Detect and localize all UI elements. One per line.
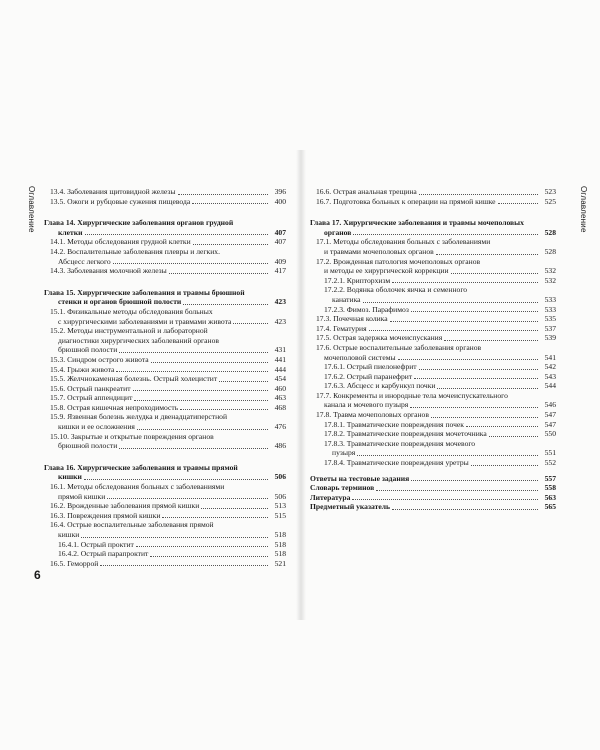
toc-line bbox=[44, 422, 286, 432]
toc-entry-text: 17.8.3. Травматические повреждения мочевого bbox=[324, 438, 476, 448]
toc-line bbox=[310, 474, 556, 484]
toc-line bbox=[44, 237, 286, 247]
toc-page-number: 513 bbox=[274, 501, 286, 511]
toc-page-number: 552 bbox=[544, 458, 556, 468]
toc-line bbox=[310, 372, 556, 382]
toc-entry bbox=[310, 410, 556, 420]
toc-page-number: 468 bbox=[274, 402, 286, 412]
toc-page-number: 444 bbox=[274, 364, 286, 374]
toc-entry-text: 17.5. Острая задержка мочеиспускания bbox=[316, 333, 443, 343]
toc-entry-text: 16.5. Геморрой bbox=[50, 558, 99, 568]
toc-spacer bbox=[44, 206, 286, 212]
toc-leader-dots bbox=[392, 282, 538, 283]
toc-line bbox=[44, 482, 286, 492]
toc-page-number: 543 bbox=[544, 371, 556, 381]
toc-entry-text: с хирургическими заболеваниями и травмами живота bbox=[58, 316, 232, 326]
toc-leader-dots bbox=[137, 429, 268, 430]
toc-entry bbox=[44, 355, 286, 365]
toc-right-page bbox=[310, 187, 556, 512]
toc-entry-text: Предметный указатель bbox=[310, 502, 390, 512]
toc-entry bbox=[44, 384, 286, 394]
toc-entry bbox=[44, 266, 286, 276]
toc-line bbox=[310, 187, 556, 197]
toc-entry-text: кишки и ее осложнения bbox=[58, 422, 135, 432]
toc-page-number: 532 bbox=[544, 266, 556, 276]
toc-line bbox=[310, 483, 556, 493]
toc-leader-dots bbox=[178, 194, 269, 195]
toc-entry bbox=[310, 343, 556, 362]
toc-line bbox=[310, 410, 556, 420]
toc-page-number: 400 bbox=[274, 196, 286, 206]
toc-entry-text: Абсцесс легкого bbox=[58, 256, 111, 266]
toc-line bbox=[44, 355, 286, 365]
toc-entry-text: 17.2. Врожденная патология мочеполовых органов bbox=[316, 256, 481, 266]
toc-entry-text: брюшной полости bbox=[58, 345, 118, 355]
toc-page-number: 535 bbox=[544, 314, 556, 324]
toc-line bbox=[44, 257, 286, 267]
toc-line bbox=[44, 511, 286, 521]
toc-page-number: 565 bbox=[544, 502, 556, 512]
book-gutter bbox=[296, 150, 306, 620]
toc-line bbox=[310, 333, 556, 343]
toc-entry-text: 14.1. Методы обследования грудной клетки bbox=[50, 237, 191, 247]
toc-line bbox=[44, 374, 286, 384]
toc-line bbox=[44, 540, 286, 550]
toc-entry bbox=[310, 276, 556, 286]
toc-entry bbox=[310, 391, 556, 410]
toc-page-number: 423 bbox=[274, 297, 286, 307]
toc-entry bbox=[310, 237, 556, 256]
toc-spacer bbox=[310, 206, 556, 212]
toc-entry bbox=[44, 237, 286, 247]
toc-entry bbox=[310, 458, 556, 468]
toc-entry bbox=[310, 381, 556, 391]
toc-leader-dots bbox=[136, 546, 268, 547]
toc-entry-text: 17.6.2. Острый паранефрит bbox=[324, 371, 413, 381]
toc-page-number: 396 bbox=[274, 187, 286, 196]
toc-entry-text: 17.4. Гематурия bbox=[316, 323, 367, 333]
toc-entry-text: 13.5. Ожоги и рубцовые сужения пищевода bbox=[50, 196, 191, 206]
toc-page-number: 558 bbox=[544, 483, 556, 493]
toc-line bbox=[44, 288, 286, 298]
toc-left-page bbox=[44, 187, 286, 568]
toc-line bbox=[44, 393, 286, 403]
toc-leader-dots bbox=[119, 448, 268, 449]
toc-leader-dots bbox=[436, 254, 538, 255]
toc-entry-text: прямой кишки bbox=[58, 491, 106, 501]
toc-page-number: 542 bbox=[544, 362, 556, 372]
toc-line bbox=[44, 559, 286, 569]
toc-line bbox=[310, 276, 556, 286]
toc-line bbox=[44, 501, 286, 511]
toc-entry-text: канатика bbox=[332, 294, 361, 304]
toc-entry bbox=[44, 501, 286, 511]
toc-page-number: 537 bbox=[544, 323, 556, 333]
toc-page-number: 546 bbox=[544, 400, 556, 410]
toc-entry bbox=[44, 326, 286, 355]
toc-page-number: 476 bbox=[274, 422, 286, 432]
toc-entry bbox=[310, 372, 556, 382]
toc-leader-dots bbox=[489, 436, 538, 437]
toc-line bbox=[44, 365, 286, 375]
toc-chapter bbox=[310, 218, 556, 237]
toc-page-number: 557 bbox=[544, 473, 556, 483]
toc-page-number: 528 bbox=[544, 227, 556, 237]
toc-line bbox=[310, 353, 556, 363]
toc-line bbox=[44, 384, 286, 394]
toc-line bbox=[310, 285, 556, 295]
toc-entry-text: 17.2.1. Крипторхизм bbox=[324, 275, 391, 285]
toc-leader-dots bbox=[192, 203, 268, 204]
toc-back-matter bbox=[310, 493, 556, 503]
toc-entry-text: Словарь терминов bbox=[310, 483, 375, 493]
toc-entry-text: 17.7. Конкременты и инородные тела мочеиспускательного bbox=[316, 390, 508, 400]
toc-page-number: 423 bbox=[274, 316, 286, 326]
toc-entry-text: 14.2. Воспалительные заболевания плевры и легких. bbox=[50, 246, 220, 256]
toc-leader-dots bbox=[162, 517, 268, 518]
toc-entry bbox=[44, 374, 286, 384]
toc-chapter bbox=[44, 463, 286, 482]
toc-leader-dots bbox=[169, 273, 268, 274]
toc-entry bbox=[44, 247, 286, 266]
toc-line bbox=[310, 458, 556, 468]
toc-entry bbox=[310, 257, 556, 276]
toc-entry-text: органов bbox=[324, 227, 352, 237]
toc-entry bbox=[44, 197, 286, 207]
toc-entry bbox=[44, 365, 286, 375]
toc-page-number: 551 bbox=[544, 448, 556, 458]
toc-leader-dots bbox=[201, 508, 268, 509]
toc-page-number: 533 bbox=[544, 304, 556, 314]
toc-page-number: 539 bbox=[544, 333, 556, 343]
toc-entry-text: 17.2.2. Водянка оболочек яичка и семенного bbox=[324, 285, 468, 295]
toc-entry-text: Глава 15. Хирургические заболевания и травмы брюшной bbox=[44, 287, 245, 297]
toc-entry-text: диагностики хирургических заболеваний органов bbox=[58, 335, 219, 345]
toc-leader-dots bbox=[81, 537, 268, 538]
toc-entry bbox=[44, 412, 286, 431]
toc-entry-text: кишки bbox=[58, 472, 82, 482]
toc-line bbox=[44, 345, 286, 355]
toc-entry-text: 15.3. Синдром острого живота bbox=[50, 354, 149, 364]
toc-entry-text: Ответы на тестовые задания bbox=[310, 473, 410, 483]
toc-line bbox=[44, 520, 286, 530]
toc-line bbox=[44, 336, 286, 346]
toc-page-number: 463 bbox=[274, 393, 286, 403]
toc-entry-text: 16.4.1. Острый проктит bbox=[58, 539, 134, 549]
toc-page-number: 521 bbox=[274, 558, 286, 568]
toc-entry bbox=[44, 432, 286, 451]
toc-entry-text: кишки bbox=[58, 530, 80, 539]
toc-entry-text: и травмами мочеполовых органов bbox=[324, 246, 434, 256]
toc-page-number: 515 bbox=[274, 510, 286, 520]
toc-entry-text: 15.6. Острый панкреатит bbox=[50, 383, 131, 393]
running-header-left: Оглавление bbox=[27, 186, 36, 233]
toc-entry-text: 16.6. Острая анальная трещина bbox=[316, 187, 417, 196]
toc-leader-dots bbox=[414, 378, 538, 379]
toc-line bbox=[310, 439, 556, 449]
toc-leader-dots bbox=[107, 498, 268, 499]
toc-line bbox=[310, 429, 556, 439]
toc-line bbox=[44, 307, 286, 317]
toc-page-number: 431 bbox=[274, 345, 286, 355]
toc-leader-dots bbox=[411, 311, 538, 312]
toc-entry-text: 17.6. Острые воспалительные заболевания органов bbox=[316, 342, 482, 352]
toc-leader-dots bbox=[410, 407, 538, 408]
toc-entry-text: 17.8. Травма мочеполовых органов bbox=[316, 410, 429, 420]
toc-line bbox=[310, 324, 556, 334]
toc-leader-dots bbox=[150, 556, 268, 557]
toc-entry-text: Литература bbox=[310, 492, 351, 502]
toc-line bbox=[310, 266, 556, 276]
toc-chapter bbox=[44, 288, 286, 307]
toc-page-number: 528 bbox=[544, 246, 556, 256]
toc-leader-dots bbox=[392, 509, 538, 510]
toc-leader-dots bbox=[498, 203, 538, 204]
toc-page-number: 518 bbox=[274, 539, 286, 549]
toc-entry-text: брюшной полости bbox=[58, 441, 118, 451]
toc-page-number: 417 bbox=[274, 266, 286, 276]
toc-line bbox=[310, 362, 556, 372]
toc-line bbox=[310, 247, 556, 257]
toc-leader-dots bbox=[84, 479, 268, 480]
toc-page-number: 532 bbox=[544, 275, 556, 285]
toc-leader-dots bbox=[363, 302, 538, 303]
toc-leader-dots bbox=[113, 263, 268, 264]
toc-chapter bbox=[44, 218, 286, 237]
toc-entry bbox=[44, 520, 286, 539]
toc-line bbox=[44, 412, 286, 422]
toc-line bbox=[44, 403, 286, 413]
toc-entry-text: 17.8.4. Травматические повреждения уретры bbox=[324, 458, 469, 468]
toc-leader-dots bbox=[353, 234, 538, 235]
toc-leader-dots bbox=[444, 340, 538, 341]
toc-page-number: 547 bbox=[544, 410, 556, 420]
toc-line bbox=[310, 237, 556, 247]
toc-entry-text: 16.4.2. Острый парапроктит bbox=[58, 549, 149, 559]
toc-entry bbox=[310, 197, 556, 207]
toc-entry-text: пузыря bbox=[332, 448, 356, 458]
toc-entry-text: 15.10. Закрытые и открытые повреждения органов bbox=[50, 431, 214, 441]
toc-line bbox=[310, 228, 556, 238]
toc-line bbox=[44, 228, 286, 238]
toc-leader-dots bbox=[133, 390, 268, 391]
toc-entry bbox=[310, 333, 556, 343]
toc-line bbox=[310, 343, 556, 353]
toc-spacer bbox=[44, 451, 286, 457]
toc-entry-text: 15.9. Язвенная болезнь желудка и двенадцатиперстной bbox=[50, 412, 228, 422]
toc-entry-text: 17.3. Почечная колика bbox=[316, 314, 388, 324]
toc-leader-dots bbox=[151, 362, 268, 363]
toc-leader-dots bbox=[357, 455, 538, 456]
toc-leader-dots bbox=[431, 417, 538, 418]
toc-entry-text: 16.3. Повреждения прямой кишки bbox=[50, 510, 161, 520]
toc-page-number: 547 bbox=[544, 419, 556, 429]
toc-back-matter bbox=[310, 483, 556, 493]
toc-line bbox=[310, 493, 556, 503]
toc-line bbox=[44, 549, 286, 559]
toc-entry-text: 15.8. Острая кишечная непроходимость bbox=[50, 402, 179, 412]
toc-line bbox=[44, 472, 286, 482]
toc-leader-dots bbox=[466, 426, 538, 427]
toc-entry bbox=[44, 482, 286, 501]
toc-entry bbox=[44, 187, 286, 197]
toc-leader-dots bbox=[134, 400, 268, 401]
toc-entry-text: 16.2. Врожденные заболевания прямой кишки bbox=[50, 501, 200, 511]
toc-line bbox=[44, 530, 286, 540]
toc-back-matter bbox=[310, 502, 556, 512]
toc-line bbox=[310, 295, 556, 305]
toc-leader-dots bbox=[398, 359, 538, 360]
toc-entry-text: 16.1. Методы обследования больных с заболеваниями bbox=[50, 482, 225, 492]
toc-entry bbox=[310, 187, 556, 197]
toc-entry bbox=[310, 362, 556, 372]
toc-leader-dots bbox=[116, 371, 268, 372]
toc-line bbox=[44, 197, 286, 207]
toc-entry-text: канала и мочевого пузыря bbox=[324, 400, 409, 410]
toc-entry-text: 17.6.3. Абсцесс и карбункул почки bbox=[324, 381, 436, 391]
toc-entry bbox=[44, 559, 286, 569]
toc-line bbox=[310, 197, 556, 207]
toc-entry-text: Глава 14. Хирургические заболевания органов грудной bbox=[44, 218, 234, 228]
toc-entry bbox=[44, 307, 286, 326]
toc-entry-text: 17.6.1. Острый пиелонефрит bbox=[324, 362, 417, 372]
toc-leader-dots bbox=[219, 381, 268, 382]
toc-page-number: 544 bbox=[544, 381, 556, 391]
toc-entry-text: мочеполовой системы bbox=[324, 352, 396, 362]
toc-line bbox=[44, 432, 286, 442]
toc-leader-dots bbox=[419, 369, 538, 370]
toc-entry-text: 17.2.3. Фимоз. Парафимоз bbox=[324, 304, 409, 314]
toc-page-number: 409 bbox=[274, 256, 286, 266]
toc-entry-text: 16.7. Подготовка больных к операции на прямой кишке bbox=[316, 196, 496, 206]
toc-leader-dots bbox=[471, 465, 538, 466]
toc-page-number: 550 bbox=[544, 429, 556, 439]
toc-entry-text: и методы ее хирургической коррекции bbox=[324, 266, 449, 276]
toc-entry bbox=[44, 403, 286, 413]
toc-page-number: 523 bbox=[544, 187, 556, 196]
toc-entry bbox=[310, 429, 556, 439]
toc-leader-dots bbox=[100, 565, 268, 566]
toc-entry-text: 15.7. Острый аппендицит bbox=[50, 393, 133, 403]
toc-page-number: 518 bbox=[274, 549, 286, 559]
toc-line bbox=[44, 441, 286, 451]
toc-line bbox=[310, 400, 556, 410]
toc-entry-text: 15.5. Желчнокаменная болезнь. Острый холецистит bbox=[50, 374, 218, 384]
toc-page-number: 541 bbox=[544, 352, 556, 362]
toc-page-number: 525 bbox=[544, 196, 556, 206]
toc-line bbox=[44, 266, 286, 276]
toc-line bbox=[310, 314, 556, 324]
toc-entry-text: 17.1. Методы обследования больных с заболеваниями bbox=[316, 237, 491, 247]
toc-leader-dots bbox=[183, 304, 268, 305]
toc-leader-dots bbox=[419, 194, 538, 195]
toc-back-matter bbox=[310, 474, 556, 484]
toc-page-number: 506 bbox=[274, 491, 286, 501]
toc-line bbox=[310, 391, 556, 401]
toc-line bbox=[310, 257, 556, 267]
toc-line bbox=[44, 297, 286, 307]
toc-entry-text: 15.4. Грыжи живота bbox=[50, 364, 115, 374]
toc-entry bbox=[44, 393, 286, 403]
toc-page-number: 533 bbox=[544, 294, 556, 304]
toc-entry bbox=[310, 420, 556, 430]
toc-line bbox=[310, 448, 556, 458]
toc-page-number: 441 bbox=[274, 354, 286, 364]
toc-page-number: 486 bbox=[274, 441, 286, 451]
toc-entry-text: 15.2. Методы инструментальной и лабораторной bbox=[50, 326, 208, 336]
toc-entry-text: стенки и органов брюшной полости bbox=[58, 297, 182, 307]
toc-entry bbox=[44, 511, 286, 521]
toc-entry-text: 15.1. Физикальные методы обследования больных bbox=[50, 306, 213, 316]
running-header-right: Оглавление bbox=[579, 186, 588, 233]
toc-line bbox=[44, 247, 286, 257]
toc-leader-dots bbox=[193, 244, 268, 245]
toc-entry-text: 16.4. Острые воспалительные заболевания прямой bbox=[50, 520, 214, 530]
toc-page-number: 407 bbox=[274, 237, 286, 247]
toc-entry bbox=[310, 324, 556, 334]
toc-leader-dots bbox=[369, 330, 538, 331]
toc-line bbox=[310, 305, 556, 315]
toc-line bbox=[44, 326, 286, 336]
toc-line bbox=[310, 218, 556, 228]
toc-page-number: 460 bbox=[274, 383, 286, 393]
toc-entry bbox=[310, 305, 556, 315]
toc-entry bbox=[44, 549, 286, 559]
toc-entry-text: 17.8.2. Травматические повреждения мочеточника bbox=[324, 429, 487, 439]
toc-entry-text: клетки bbox=[58, 227, 83, 237]
toc-page-number: 563 bbox=[544, 492, 556, 502]
toc-line bbox=[44, 463, 286, 473]
toc-line bbox=[310, 420, 556, 430]
toc-entry bbox=[44, 540, 286, 550]
toc-leader-dots bbox=[437, 388, 538, 389]
toc-leader-dots bbox=[233, 323, 268, 324]
toc-page-number: 518 bbox=[274, 530, 286, 539]
toc-entry-text: 14.3. Заболевания молочной железы bbox=[50, 266, 167, 276]
toc-entry bbox=[310, 314, 556, 324]
toc-leader-dots bbox=[352, 499, 538, 500]
toc-line bbox=[310, 502, 556, 512]
toc-line bbox=[44, 187, 286, 197]
toc-leader-dots bbox=[180, 409, 268, 410]
toc-entry-text: Глава 17. Хирургические заболевания и травмы мочеполовых bbox=[310, 218, 524, 228]
toc-entry bbox=[310, 285, 556, 304]
toc-spacer bbox=[44, 276, 286, 282]
toc-leader-dots bbox=[119, 352, 268, 353]
toc-entry-text: Глава 16. Хирургические заболевания и травмы прямой bbox=[44, 462, 238, 472]
toc-line bbox=[310, 381, 556, 391]
toc-page-number: 407 bbox=[274, 227, 286, 237]
toc-page-number: 506 bbox=[274, 472, 286, 482]
toc-entry-text: 17.8.1. Травматические повреждения почек bbox=[324, 419, 464, 429]
toc-leader-dots bbox=[451, 273, 538, 274]
toc-leader-dots bbox=[411, 480, 538, 481]
toc-leader-dots bbox=[376, 490, 538, 491]
toc-entry bbox=[310, 439, 556, 458]
toc-line bbox=[44, 218, 286, 228]
toc-leader-dots bbox=[390, 321, 538, 322]
toc-leader-dots bbox=[85, 234, 269, 235]
toc-page-number: 454 bbox=[274, 374, 286, 384]
page-number: 6 bbox=[34, 568, 41, 582]
toc-entry-text: 13.4. Заболевания щитовидной железы bbox=[50, 187, 176, 196]
toc-line bbox=[44, 317, 286, 327]
toc-line bbox=[44, 492, 286, 502]
